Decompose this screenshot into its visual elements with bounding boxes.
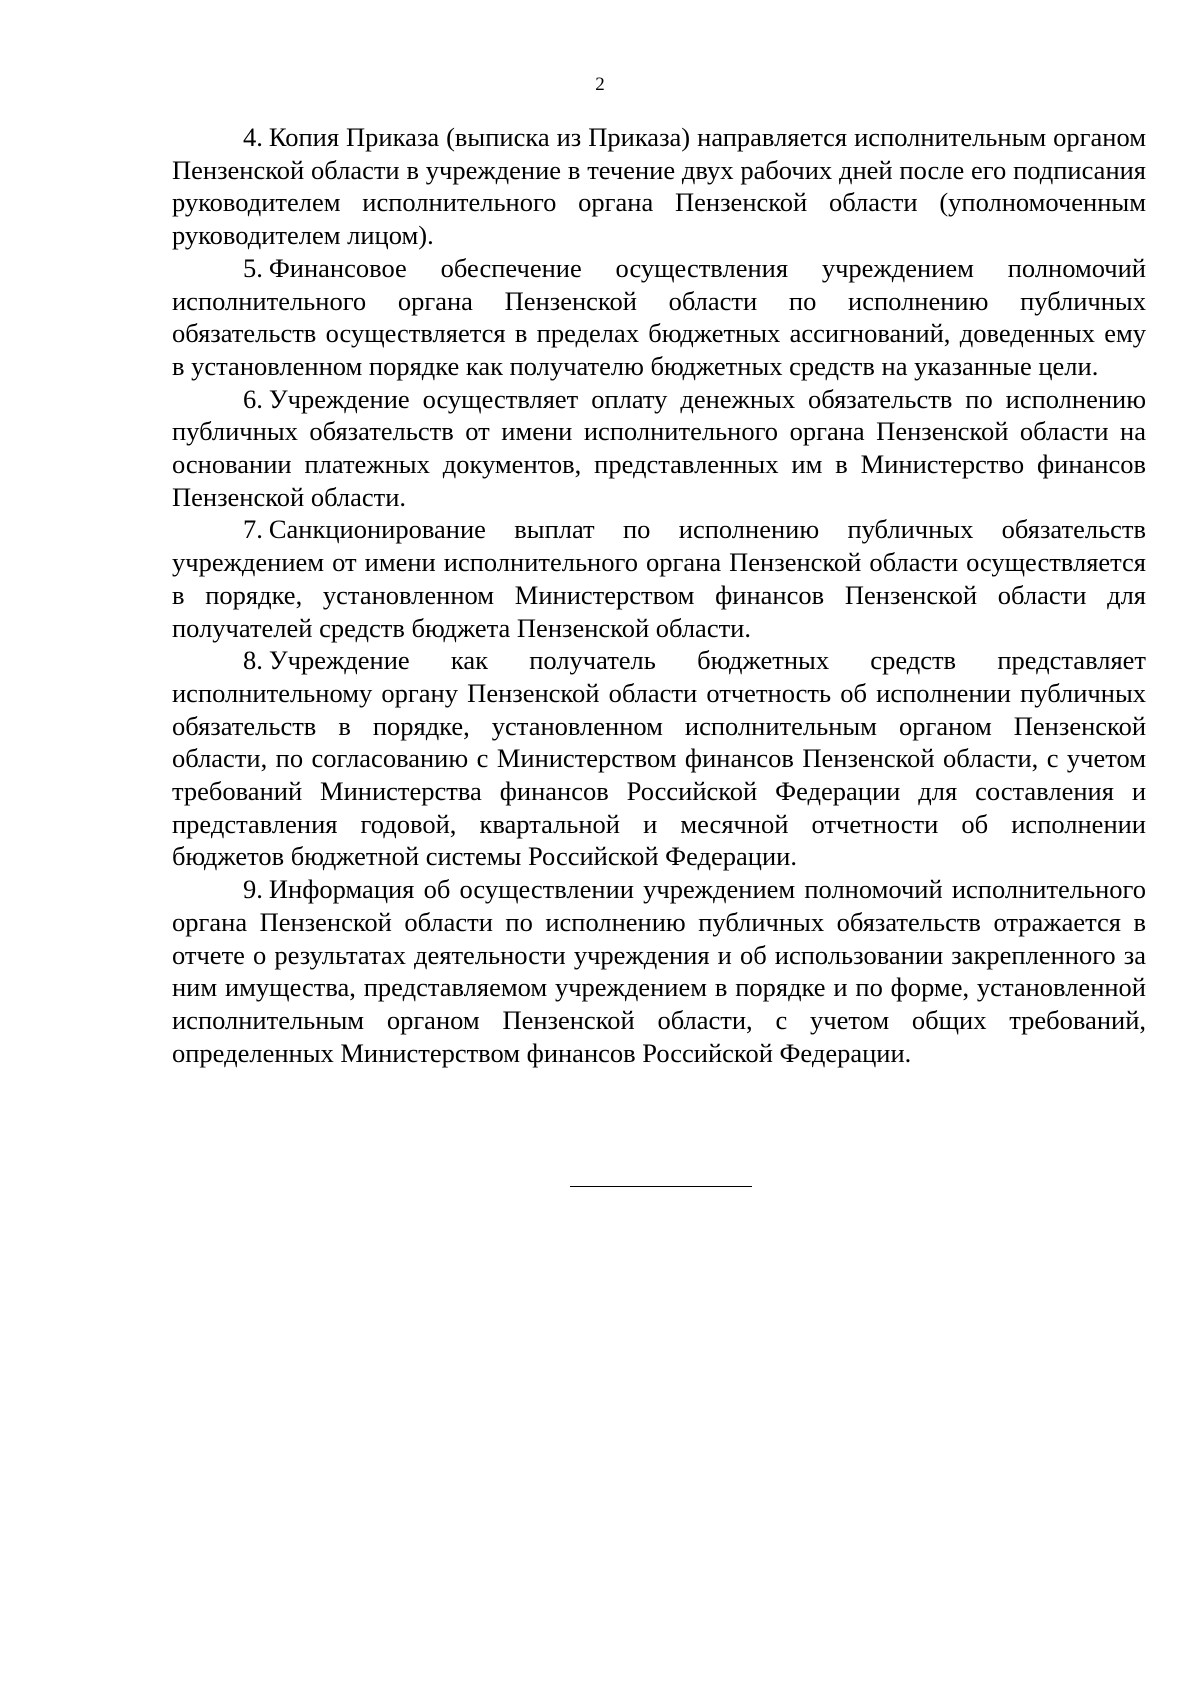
paragraph-number: 9. — [243, 874, 263, 905]
paragraph-5 — [172, 252, 1146, 383]
paragraph-text: Финансовое обеспечение осуществления учреждением полномочий исполнительного органа Пензенской области по исполнению публичных обязательств осуществляется в пределах бюджетных ассигнований, доведенных ему в установленном порядке как получателю бюджетных средств на указанные цели. — [172, 252, 1146, 381]
paragraph-text: Санкционирование выплат по исполнению публичных обязательств учреждением от имени исполнительного органа Пензенской области осуществляется в порядке, установленном Министерством финансов Пензенской области для получателей средств бюджета Пензенской области. — [172, 514, 1146, 643]
end-of-document-rule — [570, 1186, 752, 1187]
paragraph-number: 6. — [243, 383, 263, 414]
paragraph-text: Информация об осуществлении учреждением полномочий исполнительного органа Пензенской области по исполнению публичных обязательств отражается в отчете о результатах деятельности учреждения и об использовании закрепленного за ним имущества, представляемом учреждением в порядке и по форме, установленной исполнительным органом Пензенской области, с учетом общих требований, определенных Министерством финансов Российской Федерации. — [172, 874, 1146, 1068]
paragraph-4 — [172, 121, 1146, 252]
paragraph-text: Копия Приказа (выписка из Приказа) направляется исполнительным органом Пензенской области в учреждение в течение двух рабочих дней после его подписания руководителем исполнительного органа Пензенской области (уполномоченным руководителем лицом). — [172, 122, 1146, 251]
paragraph-text: Учреждение осуществляет оплату денежных обязательств по исполнению публичных обязательств от имени исполнительного органа Пензенской области на основании платежных документов, представленных им в Министерство финансов Пензенской области. — [172, 383, 1146, 512]
paragraph-6 — [172, 383, 1146, 514]
paragraph-8 — [172, 644, 1146, 873]
paragraph-number: 4. — [243, 122, 263, 152]
paragraph-text: Учреждение как получатель бюджетных средств представляет исполнительному органу Пензенской области отчетность об исполнении публичных обязательств в порядке, установленном исполнительным органом Пензенской области, по согласованию с Министерством финансов Пензенской области, с учетом требований Министерства финансов Российской Федерации для составления и представления годовой, квартальной и месячной отчетности об исполнении бюджетов бюджетной системы Российской Федерации. — [172, 645, 1146, 872]
paragraph-number: 7. — [243, 514, 263, 545]
paragraph-number: 5. — [243, 252, 263, 283]
document-body — [172, 121, 1146, 1069]
paragraph-7 — [172, 513, 1146, 644]
paragraph-number: 8. — [243, 645, 263, 676]
page-number: 2 — [595, 74, 605, 95]
paragraph-9 — [172, 873, 1146, 1069]
